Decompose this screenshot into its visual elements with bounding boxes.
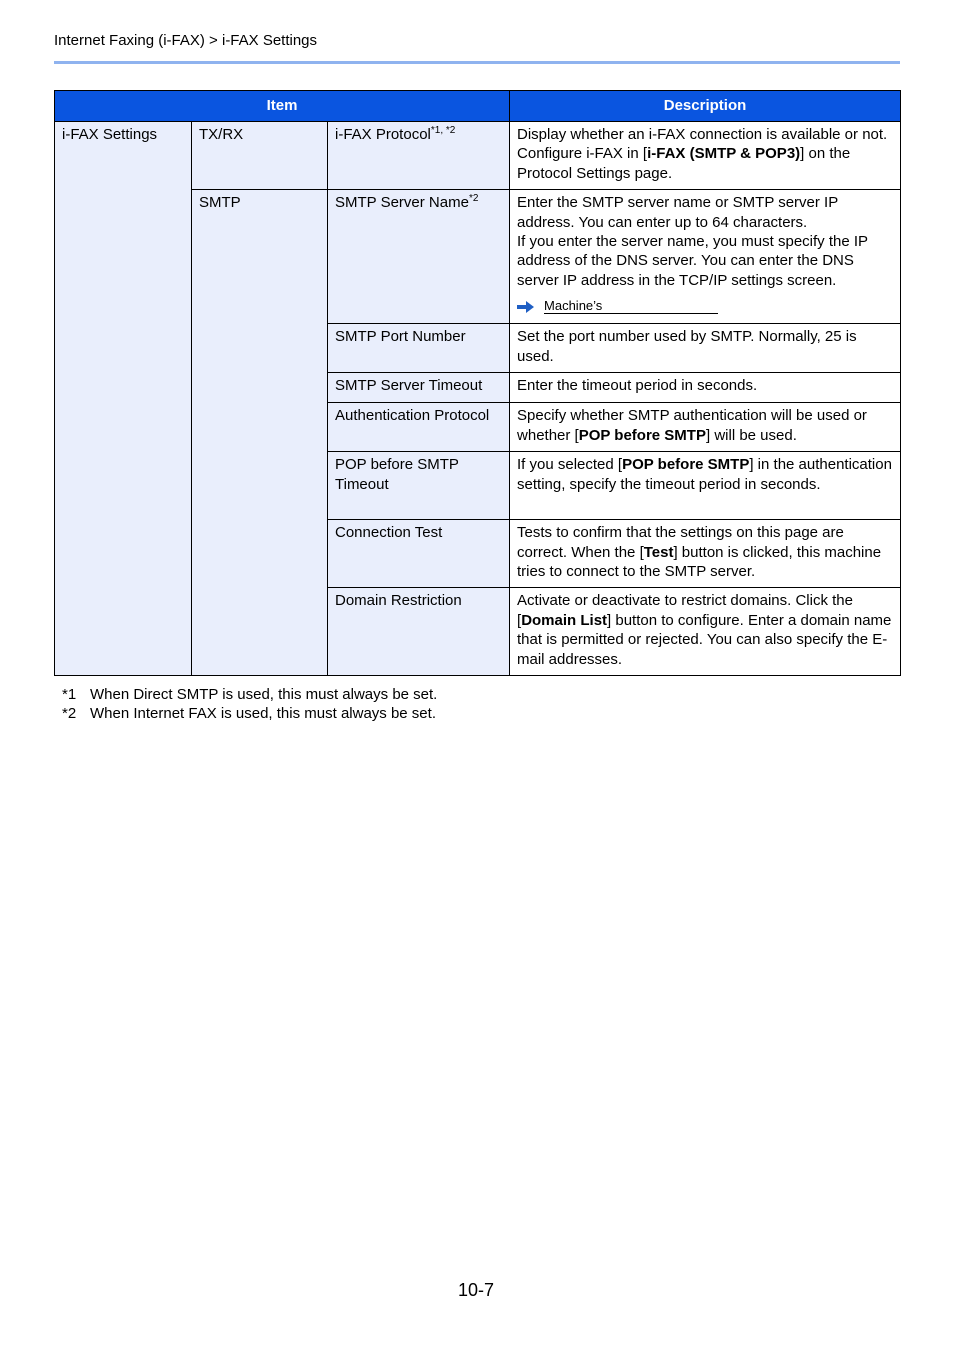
setting-description: Specify whether SMTP authentication will be used or whether [POP before SMTP] will be used. [510, 403, 901, 452]
footnote-mark: *2 [62, 705, 77, 722]
setting-name: i-FAX Protocol$^{*1, *2}$ [328, 122, 510, 190]
setting-name: SMTP Server Name$^{*2}$ [328, 190, 510, 324]
footnote-ref: *1, *2 [430, 125, 456, 136]
breadcrumb: Internet Faxing (i-FAX) > i-FAX Settings [54, 32, 318, 49]
header-description: Description [510, 91, 901, 122]
setting-description: Enter the timeout period in seconds. [510, 373, 901, 403]
setting-name: Connection Test [328, 520, 510, 588]
footnote-ref: *2 [468, 193, 479, 205]
subgroup-txrx: TX/RX [192, 122, 328, 190]
setting-description: Activate or deactivate to restrict domains. Click the [Domain List] button to configure. Enter a domain name that is permitted or rejected. You can also specify the E-mail addresses. [510, 588, 901, 676]
setting-description: If you selected [POP before SMTP] in the authentication setting, specify the timeout period in seconds. [510, 452, 901, 520]
reference-link-text[interactable]: Machine’s [544, 299, 718, 314]
setting-description: Set the port number used by SMTP. Normally, 25 is used. [510, 324, 901, 373]
subgroup-smtp: SMTP [192, 190, 328, 676]
table-row [55, 122, 901, 190]
group-ifax-settings: i-FAX Settings [55, 122, 192, 676]
setting-name: SMTP Server Timeout [328, 373, 510, 403]
header-item: Item [55, 91, 510, 122]
reference-link[interactable] [517, 299, 893, 314]
setting-name: Authentication Protocol [328, 403, 510, 452]
footnote-text: When Direct SMTP is used, this must always be set. [90, 686, 438, 703]
setting-description: Tests to confirm that the settings on this page are correct. When the [Test] button is clicked, this machine tries to connect to the SMTP server. [510, 520, 901, 588]
setting-name: POP before SMTP Timeout [328, 452, 510, 520]
setting-name: SMTP Port Number [328, 324, 510, 373]
footnote [62, 685, 437, 704]
header-rule [54, 61, 900, 64]
footnote [62, 704, 437, 723]
table-header-row [55, 91, 901, 122]
setting-description: Enter the SMTP server name or SMTP server IP address. You can enter up to 64 characters. If you enter the server name, you must specify the IP address of the DNS server. You can enter the DNS server IP address in the TCP/IP settings screen. Machine’s [510, 190, 901, 324]
footnote-text: When Internet FAX is used, this must always be set. [90, 705, 436, 722]
footnotes [62, 685, 437, 723]
footnote-mark: *1 [62, 686, 77, 703]
setting-description: Display whether an i-FAX connection is available or not. Configure i-FAX in [i-FAX (SMTP & POP3)] on the Protocol Settings page. [510, 122, 901, 190]
arrow-right-icon [517, 301, 534, 313]
settings-table [54, 90, 901, 676]
setting-name: Domain Restriction [328, 588, 510, 676]
page-number: 10-7 [458, 1280, 495, 1300]
